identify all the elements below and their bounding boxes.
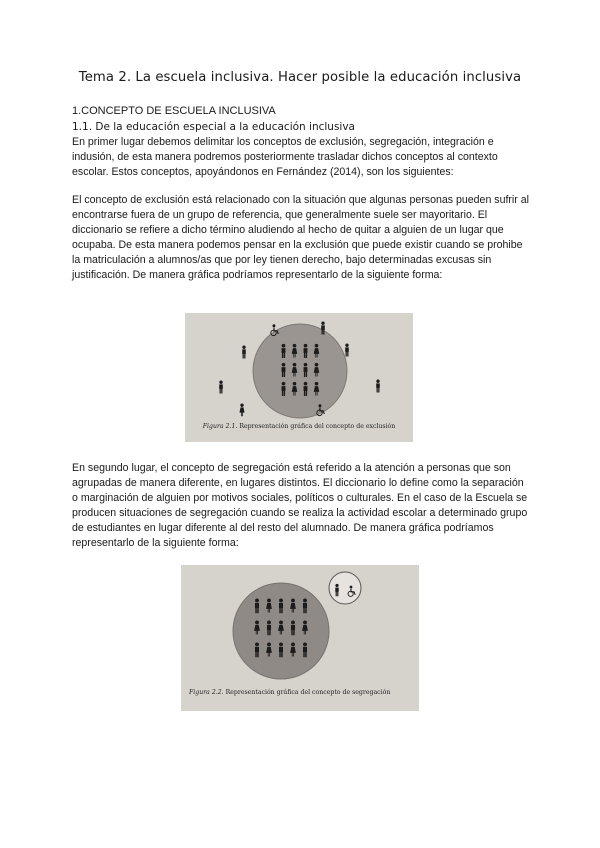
- segregation-paragraph: En segundo lugar, el concepto de segregación está referido a la atención a personas que son agrupadas de manera diferente, en lugares distintos. El diccionario lo define como la separación o marginación de alguien por motivos sociales, políticos o culturales. En el caso de la Escuela se producen situaciones de segregación cuando se realiza la actividad escolar a determinado grupo de estudiantes en lugar diferente al del resto del alumnado. De manera gráfica podríamos representarlo de la siguiente forma:: [72, 462, 528, 550]
- section-heading: 1.CONCEPTO DE ESCUELA INCLUSIVA: [72, 105, 276, 117]
- student-excluded-icon: [345, 344, 349, 357]
- document-title: Tema 2. La escuela inclusiva. Hacer posible la educación inclusiva: [78, 70, 522, 85]
- intro-paragraph: En primer lugar debemos delimitar los conceptos de exclusión, segregación, integración e indusión, de esta manera podremos posteriormente trasladar dichos conceptos al contexto escolar. Estos conceptos, apoyándonos en Fernández (2014), son los siguientes:: [72, 136, 498, 179]
- student-excluded-icon: [242, 346, 246, 359]
- exclusion-figure: [185, 313, 413, 442]
- segregation-figure: [181, 565, 419, 711]
- segregation-caption: Figura 2.2. Representación gráfica del concepto de segregación: [189, 689, 391, 696]
- subsection-heading: 1.1. De la educación especial a la educación inclusiva: [72, 121, 355, 133]
- blind-person-icon: [376, 380, 380, 393]
- student-excluded-icon: [239, 404, 244, 417]
- exclusion-caption: Figura 2.1. Representación gráfica del concepto de exclusión: [202, 423, 396, 430]
- student-excluded-icon: [219, 381, 223, 394]
- exclusion-paragraph: El concepto de exclusión está relacionado con la situación que algunas personas pueden sufrir al encontrarse fuera de un grupo de referencia, que generalmente suele ser mayoritario. El diccionario se refiere a dicho término aludiendo al hecho de quitar a alguien de un lugar que ocupaba. De esta manera podemos pensar en la exclusión que puede existir cuando se prohibe la matriculación a alumnos/as que por ley tienen derecho, bajo determinadas excusas sin justificación. De manera gráfica podríamos representarlo de la siguiente forma:: [72, 194, 530, 282]
